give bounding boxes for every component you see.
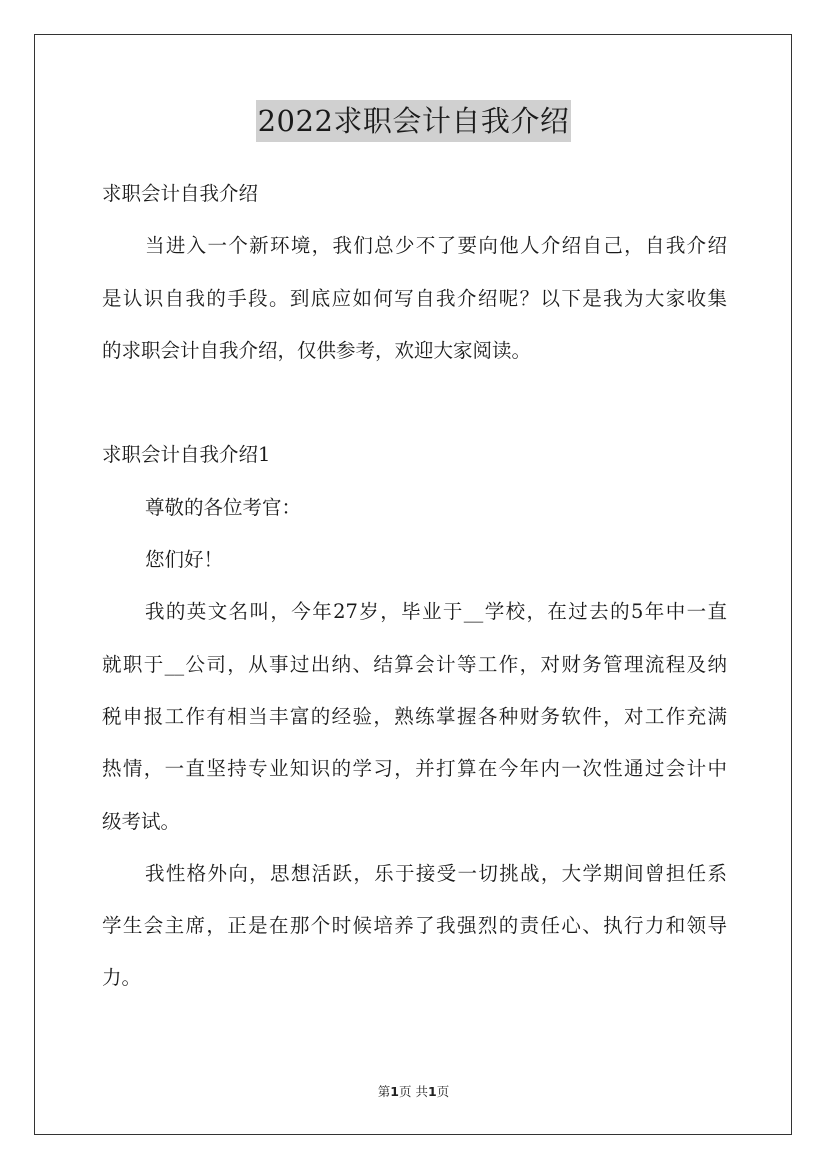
blank-line	[102, 377, 727, 429]
text-line: 级考试。	[102, 809, 181, 833]
text-line: 热情，一直坚持专业知识的学习，并打算在今年内一次性通过会计中	[102, 757, 727, 781]
page-footer	[0, 1082, 827, 1100]
footer-suffix: 页	[436, 1084, 450, 1099]
text-line: 是认识自我的手段。到底应如何写自我介绍呢？以下是我为大家收集	[102, 286, 727, 310]
footer-total-pages: 1	[427, 1084, 437, 1099]
text-line: 税申报工作有相当丰富的经验，熟练掌握各种财务软件，对工作充满	[102, 704, 727, 728]
text-line: 求职会计自我介绍1	[102, 443, 271, 467]
text-line: 我性格外向，思想活跃，乐于接受一切挑战，大学期间曾担任系	[145, 861, 727, 885]
text-line: 就职于__公司，从事过出纳、结算会计等工作，对财务管理流程及纳	[102, 652, 727, 676]
footer-prefix: 第	[377, 1084, 391, 1099]
text-line: 学生会主席，正是在那个时候培养了我强烈的责任心、执行力和领导	[102, 914, 727, 938]
text-line: 求职会计自我介绍	[102, 182, 259, 205]
text-line: 当进入一个新环境，我们总少不了要向他人介绍自己，自我介绍	[145, 234, 727, 258]
text-line: 您们好！	[145, 548, 224, 572]
text-line: 力。	[102, 966, 142, 990]
document-body	[102, 168, 727, 1005]
title-container	[0, 100, 827, 142]
text-line: 的求职会计自我介绍，仅供参考，欢迎大家阅读。	[102, 338, 532, 362]
footer-current-page: 1	[390, 1084, 399, 1099]
text-line: 尊敬的各位考官：	[145, 495, 302, 519]
text-line: 我的英文名叫，今年27岁，毕业于__学校，在过去的5年中一直	[145, 600, 727, 624]
document-title: 2022求职会计自我介绍	[256, 100, 572, 142]
footer-mid: 页 共	[399, 1084, 428, 1099]
